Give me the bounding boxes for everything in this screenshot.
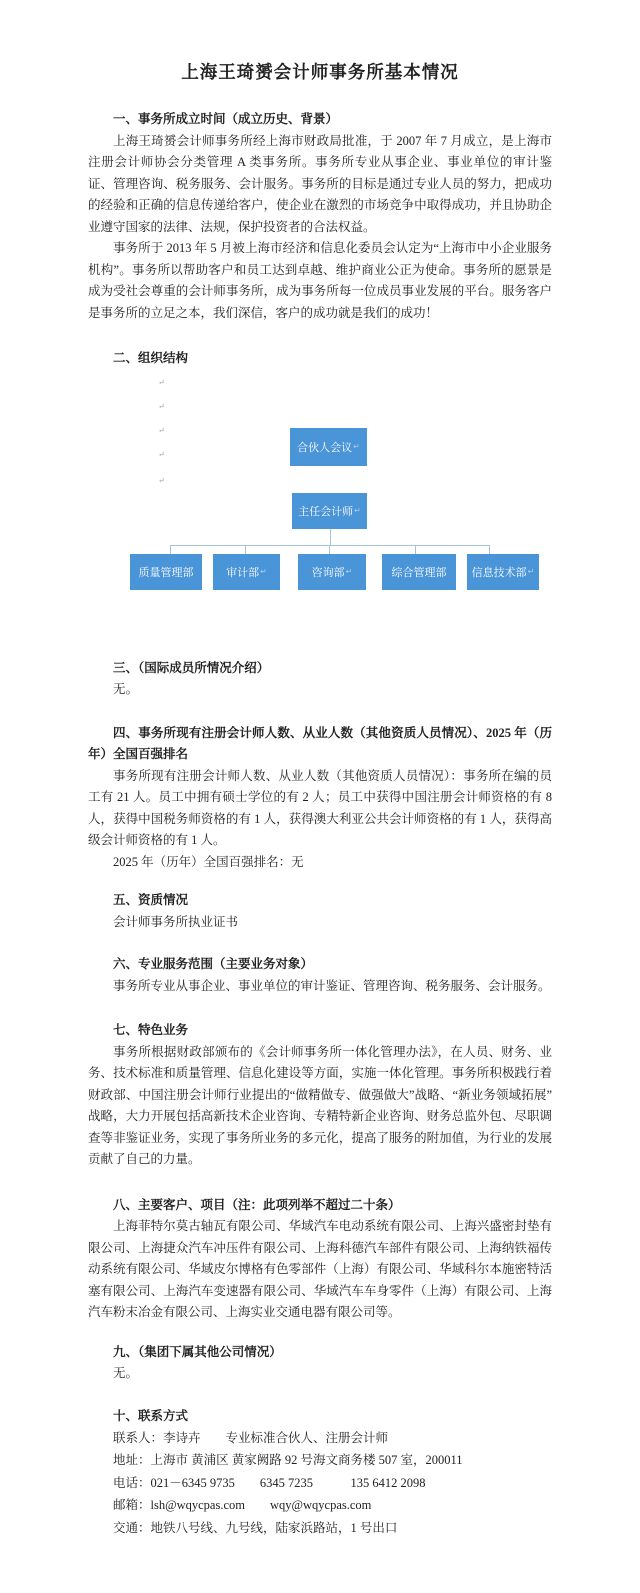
section-heading: 一、事务所成立时间（成立历史、背景） xyxy=(113,112,339,126)
return-mark: ↵ xyxy=(527,567,535,576)
section-staff-numbers xyxy=(88,723,552,874)
paragraph: 会计师事务所执业证书 xyxy=(113,914,239,929)
return-mark: ↵ xyxy=(260,567,267,576)
paragraph: 上海王琦赟会计师事务所经上海市财政局批准，于 2007 年 7 月成立，是上海市注册会计师协会分类管理 A 类事务所。事务所专业从事企业、事业单位的审计鉴证、管理咨询、税务服务、会计服务。事务所的目标是通过专业人员的努力，把成功的经验和正确的信息传递给客户，使企业在激烈的市场竞争中取得成功，并且协助企业遵守国家的法律、法规，保护投资者的合法权益。 xyxy=(88,133,552,234)
section-organization xyxy=(88,348,552,592)
paragraph-mark: ↵ xyxy=(158,401,165,411)
org-box-consulting-dept xyxy=(298,554,366,590)
org-box-label: 信息技术部 xyxy=(471,566,527,579)
page-title: 上海王琦赟会计师事务所基本情况 xyxy=(181,62,459,82)
org-box-chief-accountant xyxy=(292,493,367,529)
org-box-label: 主任会计师 xyxy=(298,505,354,518)
return-mark: ↵ xyxy=(354,506,361,515)
return-mark: ↵ xyxy=(345,567,353,576)
org-box-it-dept xyxy=(467,554,539,590)
contact-transit-line: 交通：地铁八号线、九号线，陆家浜路站，1 号出口 xyxy=(113,1520,398,1535)
org-box-label: 综合管理部 xyxy=(391,566,447,579)
paragraph-mark: ↵ xyxy=(158,449,165,459)
section-heading: 二、组织结构 xyxy=(113,351,189,365)
paragraph: 无。 xyxy=(113,1366,139,1380)
connector-stub xyxy=(245,545,246,554)
section-major-clients xyxy=(88,1195,552,1324)
connector-stub xyxy=(329,545,330,554)
section-group-subsidiaries xyxy=(88,1342,552,1385)
org-box-partners-meeting xyxy=(290,428,367,466)
paragraph-mark: ↵ xyxy=(158,377,165,387)
section-heading: 五、资质情况 xyxy=(113,893,189,907)
org-box-label: 质量管理部 xyxy=(138,566,194,579)
org-chart xyxy=(0,370,640,592)
section-service-scope xyxy=(88,954,552,997)
paragraph: 上海菲特尔莫古轴瓦有限公司、华域汽车电动系统有限公司、上海兴盛密封垫有限公司、上海捷众汽车冲压件有限公司、上海科德汽车部件有限公司、上海纳铁福传动系统有限公司、华域皮尔博格有色零部件（上海）有限公司、华域科尔本施密特活塞有限公司、上海汽车变速器有限公司、华域汽车车身零件（上海）有限公司、上海汽车粉末冶金有限公司、上海实业交通电器有限公司等。 xyxy=(88,1219,552,1319)
paragraph: 事务所根据财政部颁布的《会计师事务所一体化管理办法》，在人员、财务、业务、技术标准和质量管理、信息化建设等方面，实施一体化管理。事务所积极践行着财政部、中国注册会计师行业提出的“做精做专、做强做大”战略、“新业务领域拓展”战略，大力开展包括高新技术企业咨询、专精特新企业咨询、财务总监外包、尽职调查等非鉴证业务，实现了事务所业务的多元化，提高了服务的附加值，为行业的发展贡献了自己的力量。 xyxy=(88,1044,552,1166)
connector-stub xyxy=(415,545,416,554)
paragraph-mark: ↵ xyxy=(158,425,165,435)
connector-line-vertical xyxy=(330,529,331,545)
connector-line-horizontal xyxy=(170,545,490,546)
section-establishment xyxy=(88,109,552,324)
connector-stub xyxy=(170,545,171,554)
section-heading: 六、专业服务范围（主要业务对象） xyxy=(113,957,314,971)
paragraph: 事务所现有注册会计师人数、从业人数（其他资质人员情况）：事务所在编的员工有 21 人。员工中拥有硕士学位的有 2 人；员工中获得中国注册会计师资格的有 8 人，获得中国税务师资格的有 1 人，获得澳大利亚公共会计师资格的有 1 人，获得高级会计师资格的有 1 人。 xyxy=(88,768,552,847)
org-box-quality-management-dept xyxy=(130,554,202,590)
section-international-members xyxy=(88,658,552,701)
connector-stub xyxy=(489,545,490,554)
paragraph: 事务所专业从事企业、事业单位的审计鉴证、管理咨询、税务服务、会计服务。 xyxy=(113,978,551,993)
org-box-label: 合伙人会议 xyxy=(297,441,353,454)
section-heading: 三、（国际成员所情况介绍） xyxy=(113,660,270,675)
paragraph: 无。 xyxy=(113,682,139,696)
section-heading: 七、特色业务 xyxy=(113,1023,189,1037)
section-heading: 九、（集团下属其他公司情况） xyxy=(113,1344,282,1359)
return-mark: ↵ xyxy=(353,442,360,451)
section-heading: 八、主要客户、项目（注：此项列举不超过二十条） xyxy=(113,1197,401,1212)
contact-address-line: 地址：上海市 黄浦区 黄家阙路 92 号海文商务楼 507 室，200011 xyxy=(113,1453,463,1468)
contact-phone-line: 电话：021－6345 9735 6345 7235 135 6412 2098 xyxy=(113,1475,426,1490)
paragraph: 事务所于 2013 年 5 月被上海市经济和信息化委员会认定为“上海市中小企业服务机构”。事务所以帮助客户和员工达到卓越、维护商业公正为使命。事务所的愿景是成为受社会尊重的会计师事务所，成为事务所每一位成员事业发展的平台。服务客户是事务所的立足之本，我们深信，客户的成功就是我们的成功！ xyxy=(88,241,552,320)
org-box-audit-dept xyxy=(213,554,280,590)
org-box-general-management-dept xyxy=(382,554,456,590)
section-heading: 四、事务所现有注册会计师人数、从业人数（其他资质人员情况）、2025 年（历年）全国百强排名 xyxy=(88,725,552,761)
section-heading: 十、联系方式 xyxy=(113,1408,189,1423)
paragraph-mark: ↵ xyxy=(158,475,165,485)
org-box-label: 咨询部 xyxy=(311,566,345,579)
contact-person-line: 联系人：李诗卉 专业标准合伙人、注册会计师 xyxy=(113,1431,389,1445)
section-qualifications xyxy=(88,890,552,933)
section-contact xyxy=(88,1406,552,1540)
paragraph: 2025 年（历年）全国百强排名：无 xyxy=(113,854,304,869)
org-box-label: 审计部 xyxy=(226,566,260,579)
contact-email-line: 邮箱：lsh@wqycpas.com wqy@wqycpas.com xyxy=(113,1498,372,1513)
section-special-business xyxy=(88,1020,552,1171)
